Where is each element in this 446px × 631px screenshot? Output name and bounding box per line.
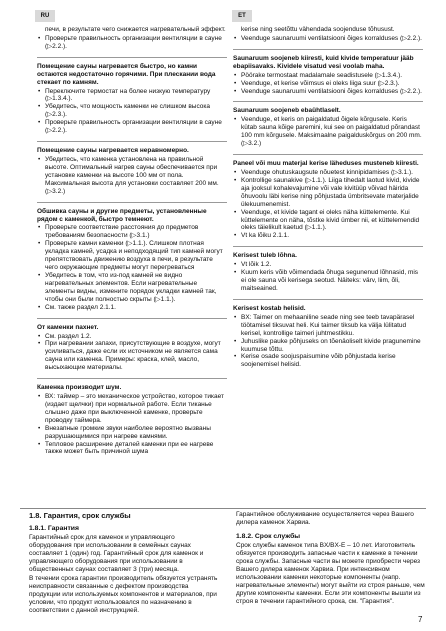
bullet-item: • BX: Taimer on mehaaniline seade ning see teeb tavapärasel töötamisel tiksuvat heli. Kui taimer tiksub ka välja lülitatud kerisel, kontrollige taimeri juhtmestikku. xyxy=(233,314,423,338)
bullet-item: • Kuum keris võib võimendada õhuga segunenud lõhnasid, mis ei ole sauna või kerisega seotud. Näiteks: värv, liim, õli, maitseained. xyxy=(233,269,423,293)
bullet-item: • См. также раздел 2.1.1. xyxy=(37,304,227,312)
bullet-item: • Vt ka lõiku 2.1.1. xyxy=(233,232,423,240)
bullet-item: • Тепловое расширение деталей каменки при ее нагреве также может быть причиной шума xyxy=(37,441,227,457)
warranty-paragraph: В течении срока гарантии производитель обязуется устранять неисправности связанные с дефектом производства продукции или используемых компонентов и материалов, при условии, что продукт использовался по назначению в соответствии с данной инструкцией. xyxy=(29,575,218,614)
estonian-troubleshooting-column xyxy=(233,26,423,375)
warranty-paragraph: Гарантийный срок для каменок и управляющего оборудования при использовании в семейных саунах составляет 1 (один) год. Гарантийный срок для каменок и управляющего оборудования при использовании в общественных саунах составляет 3 (три) месяца. xyxy=(29,534,204,574)
bullet-list xyxy=(233,314,423,369)
bullet-item: • ВХ: таймер – это механическое устройство, которое тикает (издает щелчки) при нормальной работе. Если тиканье слышно даже при выключенной каменке, проверьте проводку таймера. xyxy=(37,393,227,425)
bullet-item: • Проверьте соответствие расстояния до предметов требованиям безопасности (▷3.1.) xyxy=(37,224,227,240)
warranty-et-column xyxy=(236,511,426,607)
section-title: Kerisest tuleb lõhna. xyxy=(233,252,297,260)
bullet-list xyxy=(37,393,227,456)
section-title: Помещение сауны нагревается быстро, но камни остаются недостаточно горячими. При плескании вода стекает по камням. xyxy=(37,62,216,86)
troubleshooting-section xyxy=(37,141,227,196)
bullet-item: • Проверьте правильность организации вентиляции в сауне (▷2.2.). xyxy=(37,119,227,135)
bullet-list xyxy=(233,35,423,43)
page-number: 7 xyxy=(418,615,423,624)
language-tab-et: ET xyxy=(232,10,252,22)
section-divider xyxy=(20,508,426,509)
bullet-item: • См. раздел 1.2. xyxy=(37,333,227,341)
warranty-heading: 1.8. Гарантия, срок службы xyxy=(29,511,131,520)
bullet-item: • Kontrollige saunakive (▷1.1.). Liiga tihedalt laotud kivid, kivide aja jooksul kohalevajumine või vale kivitüüp võivad häirida õhuvoolu läbi kerise ning põhjustada ümbritsevate materjalide ülekuumenemist. xyxy=(233,177,423,209)
bullet-item: • Проверьте правильность организации вентиляции в сауне (▷2.2.). xyxy=(37,35,227,51)
bullet-item: • Проверьте камни каменки (▷1.1.). Слишком плотная укладка камней, усадка и неподходящий тип камней могут препятствовать движению воздуха в печи, в результате чего окружающие предметы могут перегреваться xyxy=(37,240,227,272)
bullet-item: • Переключите термостат на более низкую температуру (▷1.3.4.). xyxy=(37,88,227,104)
section-title: Обшивка сауны и другие предметы, установленные рядом с каменкой, быстро темнеют. xyxy=(37,207,207,223)
service-paragraph: Гарантийное обслуживание осуществляется через Вашего дилера каменок Харвиа. xyxy=(236,511,414,526)
service-life-paragraph: Срок службы каменок типа BX/BX-E – 10 лет. Изготовитель обязуется производить запасные части к каменке в течении срока службы. Запасные части вы можете приобрести через Вашего дилера каменок Харвиа. При интенсивном использовании каменки некоторые компоненты (напр. нагревательные элементы) могут выйти из строя раньше, чем другие компоненты каменки. Если эти компоненты вышли из строя в течении гарантийного срока, см. "Гарантия". xyxy=(236,542,425,605)
section-title: Каменка производит шум. xyxy=(37,384,122,392)
troubleshooting-section xyxy=(233,299,423,369)
bullet-list xyxy=(233,72,423,96)
bullet-item: • Juhuslike pauke põhjuseks on tõenäoliselt kivide pragunemine kuumuse tõttu. xyxy=(233,338,423,354)
bullet-item: • Убедитесь, что каменка установлена на правильной высоте. Оптимальный нагрев сауны обеспечивается при установке каменки на высоте 100 мм от пола. Максимальная высота для установки составляет 200 мм. (▷3.2.) xyxy=(37,156,227,196)
bullet-list xyxy=(37,35,227,51)
troubleshooting-section xyxy=(233,49,423,96)
bullet-list xyxy=(37,88,227,136)
bullet-item: • Veenduge saunaruumi ventilatsiooni õiges korralduses (▷2.2.). xyxy=(233,35,423,43)
warranty-subheading: 1.8.1. Гарантия xyxy=(29,525,79,533)
troubleshooting-section xyxy=(37,26,227,51)
bullet-item: • Veenduge, et keris on paigaldatud õigele kõrgusele. Keris kütab sauna kõige paremini, kui see on paigaldatud põrandast 100 mm kõrgusele. Maksimaalne paigalduskõrgus on 200 mm. (▷3.2.) xyxy=(233,116,423,148)
section-title: Saunaruum soojeneb ebaühtlaselt. xyxy=(233,107,341,115)
warranty-ru-column xyxy=(29,511,219,616)
troubleshooting-section xyxy=(37,202,227,312)
section-title: Paneel või muu materjal kerise läheduses musteneb kiiresti. xyxy=(233,160,419,168)
continued-text: печи, в результате чего снижается нагревательный эффект. xyxy=(45,26,226,33)
bullet-list xyxy=(233,169,423,240)
language-tab-ru: RU xyxy=(35,10,55,22)
troubleshooting-section xyxy=(233,246,423,293)
section-title: От каменки пахнет. xyxy=(37,323,99,331)
bullet-item: • Kerise osade soojuspaisumine võib põhjustada kerise soojenemisel helisid. xyxy=(233,353,423,369)
bullet-item: • Veenduge ohutuskaugsute nõuetest kinnipidamises (▷3.1.). xyxy=(233,169,423,177)
troubleshooting-section xyxy=(233,154,423,240)
bullet-item: • Veenduge, et kerise võimsus ei oleks liiga suur (▷2.3.). xyxy=(233,80,423,88)
bullet-list xyxy=(37,224,227,311)
bullet-item: • Убедитесь в том, что из-под камней не видно нагревательных элементов. Если нагревательные элементы видны, измените порядок укладки камней так, чтобы они были полностью скрыты (▷1.1.). xyxy=(37,272,227,304)
troubleshooting-section xyxy=(37,57,227,135)
bullet-list xyxy=(233,261,423,293)
bullet-item: • Veenduge saunaruumi ventilatsiooni õiges korralduses (▷2.2.). xyxy=(233,88,423,96)
bullet-list xyxy=(233,116,423,148)
service-life-subheading: 1.8.2. Срок службы xyxy=(236,532,301,540)
troubleshooting-section xyxy=(37,378,227,456)
bullet-item: • Внезапные громкие звуки наиболее вероятно вызваны разрушающимися при нагреве камнями. xyxy=(37,425,227,441)
troubleshooting-section xyxy=(233,101,423,148)
troubleshooting-section xyxy=(233,26,423,43)
bullet-list xyxy=(37,156,227,196)
continued-text: kerise ning seetõttu vähendada soojenduse tõhusust. xyxy=(241,26,395,33)
bullet-list xyxy=(37,333,227,373)
bullet-item: • Vt lõik 1.2. xyxy=(233,261,423,269)
bullet-item: • Убедитесь, что мощность каменки не слишком высока (▷2.3.). xyxy=(37,103,227,119)
section-title: Saunaruum soojeneb kiiresti, kuid kivide temperatuur jääb ebapiisavaks. Kividele visatud vesi voolab maha. xyxy=(233,54,414,70)
russian-troubleshooting-column xyxy=(37,26,227,462)
section-title: Помещение сауны нагревается неравномерно. xyxy=(37,147,189,155)
bullet-item: • Veenduge, et kivide tagant ei oleks näha küttelemente. Kui küttelemente on näha, tõstke kivid ümber nii, et küttelemendid oleks täielikult kaetud (▷1.1.). xyxy=(233,209,423,233)
section-title: Kerisest kostab helisid. xyxy=(233,304,306,312)
troubleshooting-section xyxy=(37,318,227,373)
bullet-item: • При нагревании запахи, присутствующие в воздухе, могут усиливаться, даже если их источником не является сама сауна или каменка. Примеры: краска, клей, масло, высыхающие материалы. xyxy=(37,340,227,372)
bullet-item: • Pöörake termostaat madalamale seadistusele (▷1.3.4.). xyxy=(233,72,423,80)
